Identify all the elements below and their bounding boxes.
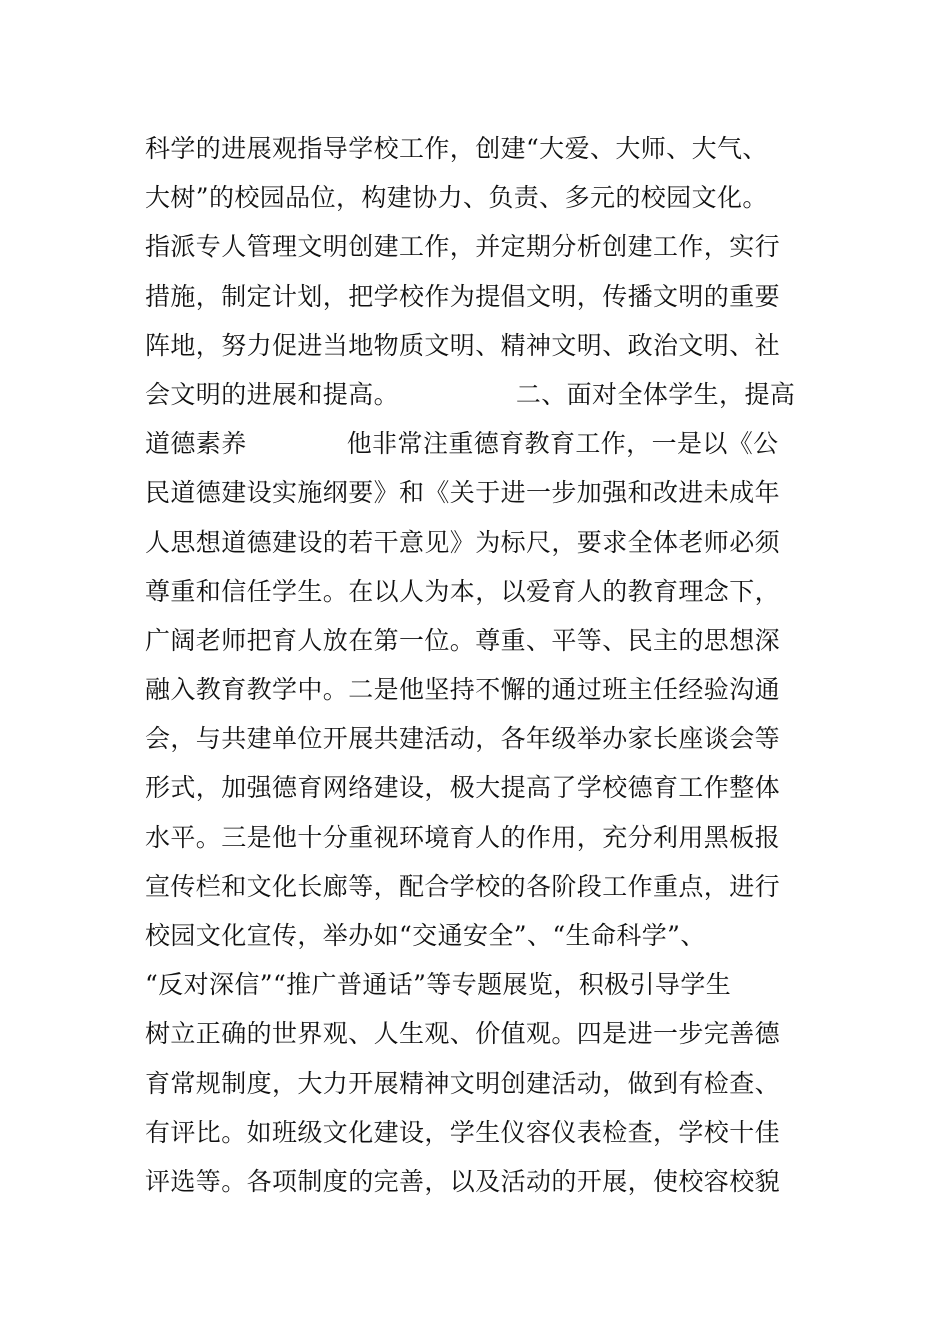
text-line: 民道德建设实施纲要》和《关于进一步加强和改进未成年: [145, 478, 781, 508]
text-line: 科学的进展观指导学校工作，创建“大爱、大师、大气、: [145, 134, 768, 163]
text-line: 大树”的校园品位，构建协力、负责、多元的校园文化。: [145, 183, 768, 213]
text-line: 校园文化宣传，举办如“交通安全”、“生命科学”、: [145, 921, 706, 950]
text-line: 育常规制度，大力开展精神文明创建活动，做到有检查、: [145, 1068, 781, 1098]
text-line: 形式，加强德育网络建设，极大提高了学校德育工作整体: [145, 773, 781, 803]
text-line: 道德素养 他非常注重德育教育工作，一是以《公: [145, 429, 779, 459]
text-line: 评选等。各项制度的完善，以及活动的开展，使校容校貌: [145, 1166, 781, 1196]
text-line: 指派专人管理文明创建工作，并定期分析创建工作，实行: [145, 232, 781, 262]
text-line: 会文明的进展和提高。 二、面对全体学生，提高: [145, 379, 796, 409]
text-line: 水平。三是他十分重视环境育人的作用，充分利用黑板报: [145, 822, 781, 852]
text-line: 人思想道德建设的若干意见》为标尺，要求全体老师必须: [145, 527, 781, 557]
text-line: 尊重和信任学生。在以人为本，以爱育人的教育理念下，: [145, 576, 781, 606]
text-line: 措施，制定计划，把学校作为提倡文明，传播文明的重要: [145, 281, 781, 311]
text-line: 会，与共建单位开展共建活动，各年级举办家长座谈会等: [145, 724, 781, 754]
text-line: 融入教育教学中。二是他坚持不懈的通过班主任经验沟通: [145, 675, 781, 705]
body-text: [145, 124, 825, 1206]
text-line: 树立正确的世界观、人生观、价值观。四是进一步完善德: [145, 1019, 781, 1049]
text-line: 有评比。如班级文化建设，学生仪容仪表检查，学校十佳: [145, 1117, 781, 1147]
text-line: 阵地，努力促进当地物质文明、精神文明、政治文明、社: [145, 330, 781, 360]
text-line: 广阔老师把育人放在第一位。尊重、平等、民主的思想深: [145, 625, 781, 655]
text-line: “反对深信”“推广普通话”等专题展览，积极引导学生: [145, 970, 732, 1000]
text-line: 宣传栏和文化长廊等，配合学校的各阶段工作重点，进行: [145, 871, 781, 901]
